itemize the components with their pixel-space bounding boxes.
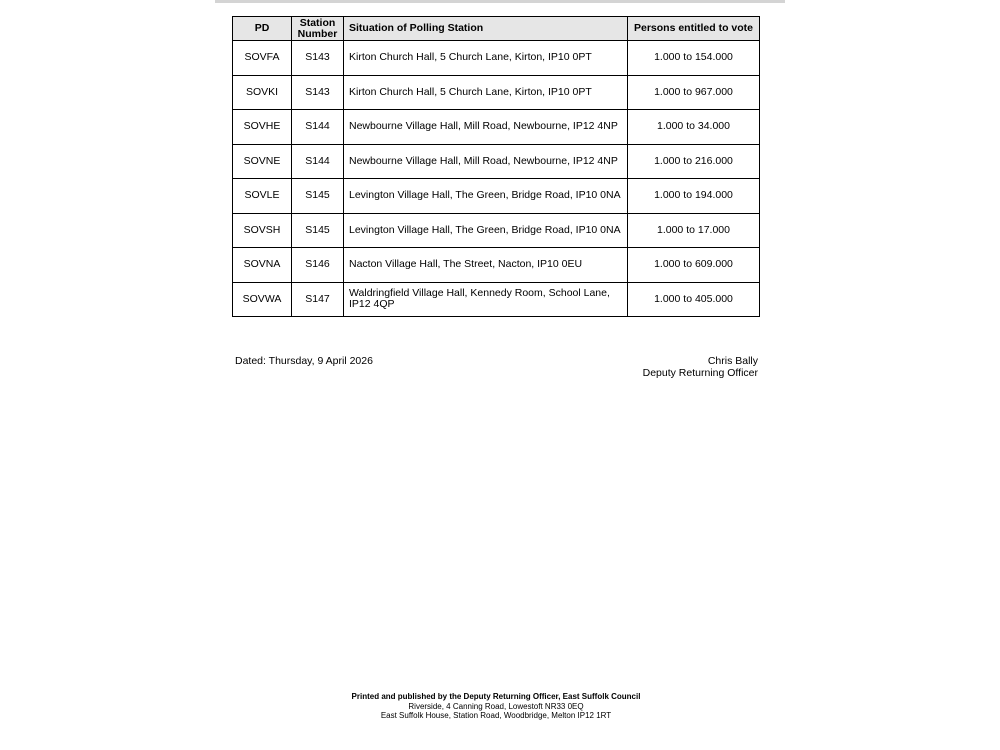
cell-station: S143 bbox=[292, 75, 344, 110]
table-row bbox=[233, 41, 760, 76]
header-pd: PD bbox=[233, 17, 292, 41]
cell-station: S145 bbox=[292, 179, 344, 214]
header-station-line1: Station bbox=[299, 16, 336, 29]
imprint-line-3: East Suffolk House, Station Road, Woodbridge, Melton IP12 1RT bbox=[380, 711, 612, 720]
cell-pd: SOVHE bbox=[233, 110, 292, 145]
cell-pd: SOVKI bbox=[233, 75, 292, 110]
cell-persons: 1.000 to 154.000 bbox=[628, 41, 760, 76]
cell-station: S146 bbox=[292, 248, 344, 283]
top-rule bbox=[215, 0, 785, 3]
cell-pd: SOVSH bbox=[233, 213, 292, 248]
cell-station: S144 bbox=[292, 110, 344, 145]
cell-pd: SOVNE bbox=[233, 144, 292, 179]
cell-situation: Waldringfield Village Hall, Kennedy Room, School Lane, IP12 4QP bbox=[344, 282, 628, 317]
cell-persons: 1.000 to 405.000 bbox=[628, 282, 760, 317]
header-station-number bbox=[292, 17, 344, 41]
imprint-line-2: Riverside, 4 Canning Road, Lowestoft NR33 0EQ bbox=[408, 701, 584, 711]
cell-situation: Newbourne Village Hall, Mill Road, Newbourne, IP12 4NP bbox=[344, 110, 628, 145]
cell-situation: Levington Village Hall, The Green, Bridge Road, IP10 0NA bbox=[344, 179, 628, 214]
cell-situation: Levington Village Hall, The Green, Bridge Road, IP10 0NA bbox=[344, 213, 628, 248]
cell-station: S147 bbox=[292, 282, 344, 317]
header-station-line2: Number bbox=[297, 27, 338, 40]
cell-persons: 1.000 to 609.000 bbox=[628, 248, 760, 283]
cell-persons: 1.000 to 17.000 bbox=[628, 213, 760, 248]
cell-situation: Nacton Village Hall, The Street, Nacton, IP10 0EU bbox=[344, 248, 628, 283]
table-row bbox=[233, 213, 760, 248]
header-persons: Persons entitled to vote bbox=[628, 17, 760, 41]
table-row bbox=[233, 248, 760, 283]
signatory-name: Chris Bally bbox=[707, 355, 758, 367]
table-row bbox=[233, 75, 760, 110]
header-situation: Situation of Polling Station bbox=[344, 17, 628, 41]
cell-situation: Kirton Church Hall, 5 Church Lane, Kirton, IP10 0PT bbox=[344, 75, 628, 110]
cell-persons: 1.000 to 967.000 bbox=[628, 75, 760, 110]
cell-pd: SOVLE bbox=[233, 179, 292, 214]
signature-block bbox=[643, 355, 758, 379]
cell-situation: Newbourne Village Hall, Mill Road, Newbourne, IP12 4NP bbox=[344, 144, 628, 179]
cell-pd: SOVWA bbox=[233, 282, 292, 317]
signatory-title: Deputy Returning Officer bbox=[642, 367, 758, 379]
imprint-line-1: Printed and published by the Deputy Returning Officer, East Suffolk Council bbox=[351, 692, 641, 701]
cell-station: S144 bbox=[292, 144, 344, 179]
table-row bbox=[233, 282, 760, 317]
cell-station: S143 bbox=[292, 41, 344, 76]
imprint-footer bbox=[0, 692, 992, 721]
cell-persons: 1.000 to 194.000 bbox=[628, 179, 760, 214]
cell-pd: SOVNA bbox=[233, 248, 292, 283]
table-row bbox=[233, 110, 760, 145]
table-header-row bbox=[233, 17, 760, 41]
cell-pd: SOVFA bbox=[233, 41, 292, 76]
dated-text: Dated: Thursday, 9 April 2026 bbox=[235, 355, 373, 367]
cell-persons: 1.000 to 216.000 bbox=[628, 144, 760, 179]
table-row bbox=[233, 179, 760, 214]
cell-persons: 1.000 to 34.000 bbox=[628, 110, 760, 145]
polling-stations-table bbox=[232, 16, 760, 317]
cell-situation: Kirton Church Hall, 5 Church Lane, Kirton, IP10 0PT bbox=[344, 41, 628, 76]
cell-station: S145 bbox=[292, 213, 344, 248]
table-row bbox=[233, 144, 760, 179]
